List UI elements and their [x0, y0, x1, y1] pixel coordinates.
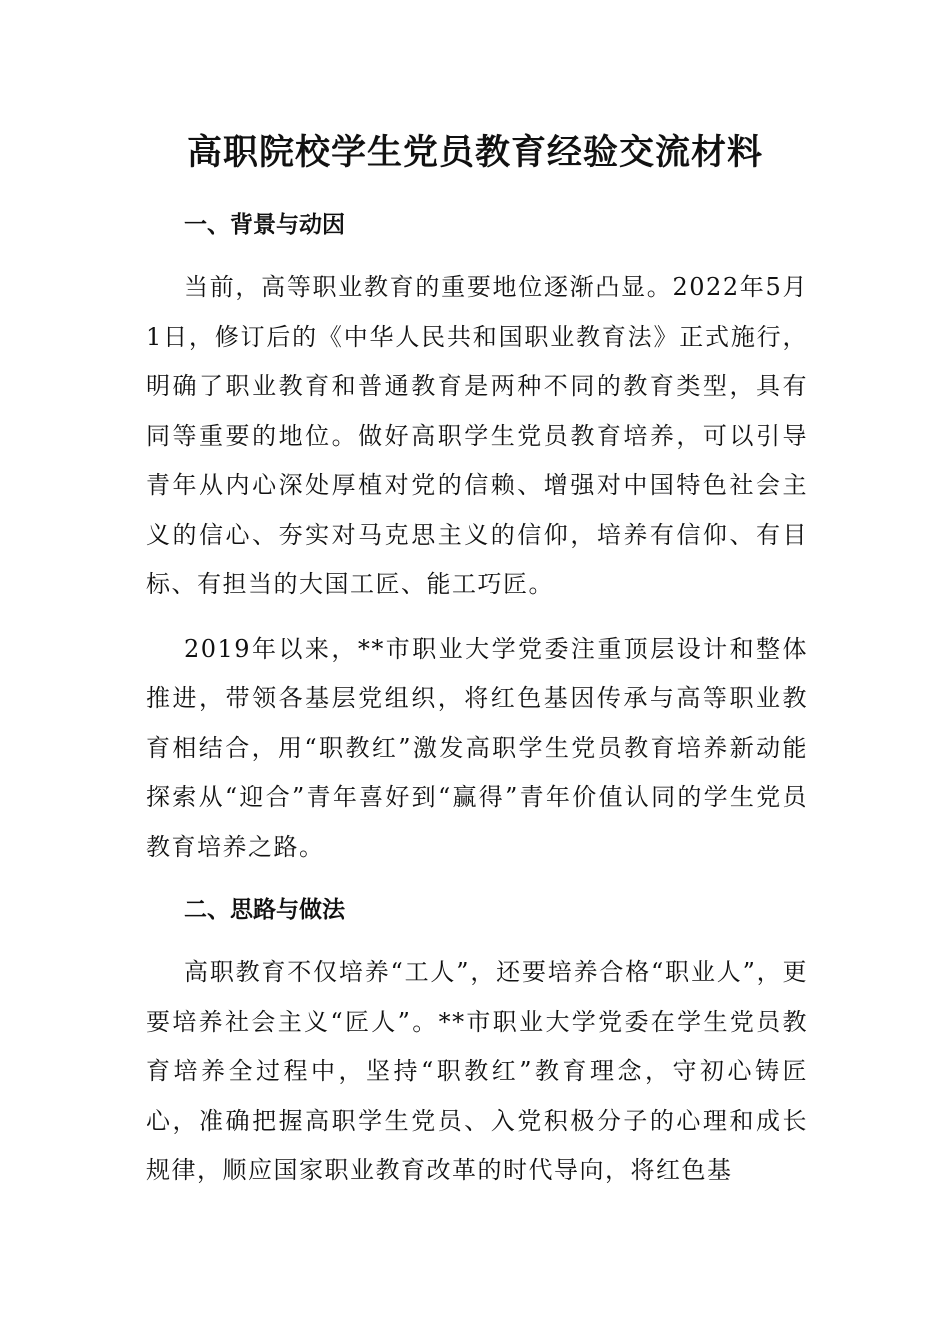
document-body: [146, 200, 808, 1196]
paragraph-approach-1: 高职教育不仅培养“工人”，还要培养合格“职业人”，更要培养社会主义“匠人”。**市职业大学党委在学生党员教育培养全过程中，坚持“职教红”教育理念，守初心铸匠心，准确把握高职学生党员、入党积极分子的心理和成长规律，顺应国家职业教育改革的时代导向，将红色基: [146, 958, 808, 1184]
section-heading-background: 一、背景与动因: [184, 212, 345, 238]
section-heading-approach: 二、思路与做法: [184, 897, 345, 923]
paragraph-background-1: 当前，高等职业教育的重要地位逐渐凸显。2022年5月1日，修订后的《中华人民共和国职业教育法》正式施行，明确了职业教育和普通教育是两种不同的教育类型，具有同等重要的地位。做好高职学生党员教育培养，可以引导青年从内心深处厚植对党的信赖、增强对中国特色社会主义的信心、夯实对马克思主义的信仰，培养有信仰、有目标、有担当的大国工匠、能工巧匠。: [146, 273, 808, 598]
document-title: 高职院校学生党员教育经验交流材料: [186, 132, 763, 173]
paragraph-background-2: 2019年以来，**市职业大学党委注重顶层设计和整体推进，带领各基层党组织，将红色基因传承与高等职业教育相结合，用“职教红”激发高职学生党员教育培养新动能探索从“迎合”青年喜好到“赢得”青年价值认同的学生党员教育培养之路。: [146, 634, 808, 861]
